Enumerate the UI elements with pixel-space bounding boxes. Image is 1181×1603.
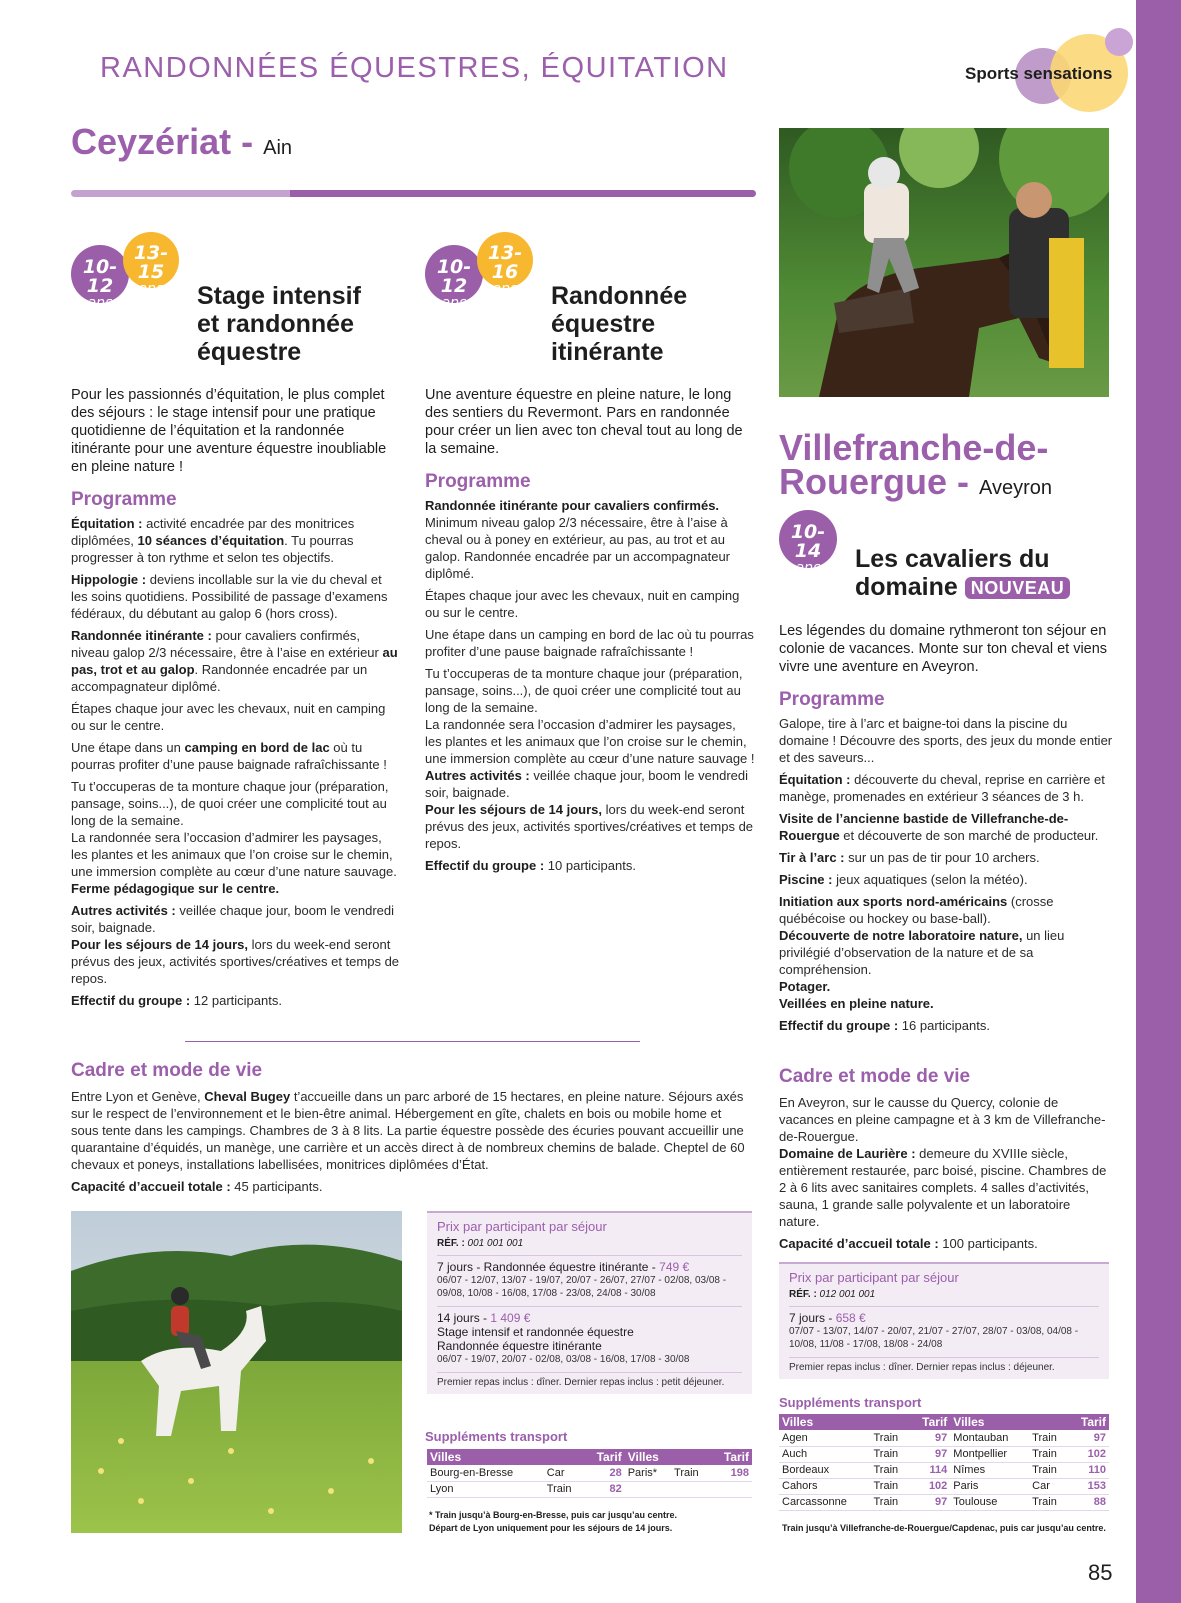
col-villes: Villes — [779, 1414, 910, 1430]
brand-circle-small — [1105, 28, 1133, 56]
price-dates: 07/07 - 13/07, 14/07 - 20/07, 21/07 - 27/07, 28/07 - 03/08, 04/08 - 10/08, 11/08 - 17/08, 18/08 - 24/08 — [789, 1326, 1079, 1350]
location-dash: - — [241, 121, 254, 162]
page-title: RANDONNÉES ÉQUESTRES, ÉQUITATION — [100, 52, 729, 84]
table-row: Bourg-en-Bresse Car 28 Paris* Train 198 — [427, 1465, 752, 1481]
age-unit: ans — [87, 295, 113, 311]
age-badge-13-15 — [123, 232, 179, 297]
col-tarif: Tarif — [1069, 1414, 1109, 1430]
table-row: Carcassonne Train 97 Toulouse Train 88 — [779, 1494, 1109, 1510]
price-header: Prix par participant par séjour — [437, 1219, 607, 1234]
location-region: Aveyron — [979, 477, 1053, 499]
title-line: Randonnée — [551, 282, 688, 310]
photo-boy-on-horse — [779, 128, 1109, 397]
stay-title-cavaliers — [855, 545, 1070, 601]
footnote-line: * Train jusqu’à Bourg-en-Bresse, puis car jusqu’au centre. — [429, 1510, 678, 1520]
age-unit: ans — [492, 281, 518, 297]
age-unit: ans — [138, 281, 164, 297]
location-title-ceyzeriat — [71, 121, 293, 162]
section-bar — [71, 190, 756, 197]
price-box-ceyzeriat — [427, 1211, 752, 1394]
stay1-intro: Pour les passionnés d’équitation, le plus complet des séjours : le stage intensif pour une pratique quotidienne de l’équitation et la randonnée itinérante pour une aventure équestre inoubliable en pleine nature ! — [71, 387, 387, 475]
transport-table-villefranche — [779, 1414, 1109, 1511]
col-tarif: Tarif — [584, 1449, 625, 1465]
villefranche-programme: Galope, tire à l’arc et baigne-toi dans la piscine du domaine ! Découvre des sports, des jeux du monde entier et des saveurs... Équitation : découverte du cheval, reprise en carrière et manège, promenades en extérieur 3 séances de 3 h. Visite de l’ancienne bastide de Villefranche-de-Rouergue et découverte de son marché de producteur. Tir à l’arc : sur un pas de tir pour 10 archers. Piscine : jeux aquatiques (selon la météo). Initiation aux sports nord-américains (crosse québécoise ou hockey ou base-ball). Découverte de notre laboratoire nature, un lieu privilégié d’observation de la nature et de sa compréhension. Potager. Veillées en pleine nature. Effectif du groupe : 16 participants. — [779, 716, 1113, 1033]
table-row: Lyon Train 82 — [427, 1481, 752, 1497]
photo-illustration — [779, 128, 1109, 397]
transport-title-ceyzeriat: Suppléments transport — [425, 1429, 568, 1444]
age-range: 10-14 — [790, 521, 826, 562]
brand-label: Sports sensations — [965, 64, 1113, 83]
stay2-programme-heading: Programme — [425, 471, 531, 492]
age-badge-10-12 — [425, 245, 483, 311]
villefranche-cadre-heading: Cadre et mode de vie — [779, 1066, 971, 1087]
title-line: équestre — [551, 310, 656, 338]
stay-title-stage-intensif — [197, 282, 361, 366]
page-number: 85 — [1088, 1560, 1113, 1585]
footnote-line: Départ de Lyon uniquement pour les séjours de 14 jours. — [429, 1523, 673, 1533]
ceyzeriat-cadre: Entre Lyon et Genève, Cheval Bugey t’accueille dans un parc arboré de 15 hectares, en pleine nature. Séjours axés sur le respect de l’environnement et le bien-être animal. Hébergement en gîte, chalets en bois ou mobile home et sous tente dans les campings. Chambres de 3 à 8 lits. La partie équestre possède des écuries pouvant accueillir une quarantaine d’équidés, un manège, une carrière et un accès direct à de nombreux chemins de balade. Cheptel de 60 chevaux et poneys, installations labellisées, monitrices diplômées d’État. Capacité d’accueil totale : 45 participants. — [71, 1089, 745, 1194]
col-tarif: Tarif — [910, 1414, 950, 1430]
table-row: Auch Train 97 Montpellier Train 102 — [779, 1446, 1109, 1462]
age-range: 13-15 — [133, 242, 169, 283]
photo-illustration — [71, 1211, 402, 1533]
ceyzeriat-cadre-heading: Cadre et mode de vie — [71, 1060, 263, 1081]
col-villes: Villes — [950, 1414, 1068, 1430]
photo-girl-on-white-horse — [71, 1211, 402, 1533]
price-item: 7 jours - 658 € 07/07 - 13/07, 14/07 - 20/07, 21/07 - 27/07, 28/07 - 03/08, 04/08 - 10/08, 11/08 - 17/08, 18/08 - 24/08 — [789, 1306, 1099, 1351]
age-range: 13-16 — [487, 242, 523, 283]
price-item: 7 jours - Randonnée équestre itinérante - 749 € 06/07 - 12/07, 13/07 - 19/07, 20/07 - 26/07, 27/07 - 02/08, 03/08 - 09/08, 10/08 - 16/08, 17/08 - 23/08, 24/08 - 30/08 — [437, 1255, 742, 1300]
age-unit: ans — [795, 560, 821, 576]
price-dates: 06/07 - 12/07, 13/07 - 19/07, 20/07 - 26/07, 27/07 - 02/08, 03/08 - 09/08, 10/08 - 16/08, 17/08 - 23/08, 24/08 - 30/08 — [437, 1275, 727, 1299]
location-name-line2: Rouergue — [779, 461, 948, 502]
stay1-programme-heading: Programme — [71, 489, 177, 510]
stay2-programme: Randonnée itinérante pour cavaliers confirmés. Minimum niveau galop 2/3 nécessaire, être à l’aise à cheval ou à poney en extérieur, au pas, au trot et au galop. Randonnée encadrée par un accompagnateur diplômé. Étapes chaque jour avec les chevaux, nuit en camping ou sur le centre. Une étape dans un camping en bord de lac où tu pourras profiter d’une pause baignade rafraîchissante ! Tu t’occuperas de ta monture chaque jour (préparation, pansage, soins...), de quoi créer une complicité tout au long de la semaine. La randonnée sera l’occasion d’admirer les paysages, les plantes et les animaux que l’on croise sur le chemin, une immersion complète au cœur d’une nature sauvage ! Autres activités : veillée chaque jour, boom le vendredi soir, baignade. Pour les séjours de 14 jours, lors du week-end seront prévus des jeux, activités sportives/créatives et temps de repos. Effectif du groupe : 10 participants. — [425, 498, 755, 873]
location-name-line1: Villefranche-de- — [779, 427, 1049, 468]
divider — [185, 1041, 640, 1042]
table-row: Agen Train 97 Montauban Train 97 — [779, 1430, 1109, 1446]
location-region: Ain — [263, 137, 293, 159]
title-line: itinérante — [551, 338, 664, 366]
transport-foot-ceyzeriat — [429, 1509, 677, 1535]
age-badge-10-14 — [779, 510, 837, 576]
location-name: Ceyzériat — [71, 121, 232, 162]
age-badge-10-12 — [71, 245, 129, 311]
price-item: 14 jours - 1 409 € Stage intensif et randonnée équestre Randonnée équestre itinérante 06/07 - 19/07, 20/07 - 02/08, 03/08 - 16/08, 17/08 - 30/08 — [437, 1306, 742, 1366]
price-box-villefranche — [779, 1262, 1109, 1379]
table-row: Bordeaux Train 114 Nîmes Train 110 — [779, 1462, 1109, 1478]
title-line: Stage intensif — [197, 282, 361, 310]
stay2-intro: Une aventure équestre en pleine nature, le long des sentiers du Revermont. Pars en randonnée pour créer un lien avec ton cheval tout au long de la semaine. — [425, 387, 743, 457]
transport-table-ceyzeriat — [427, 1449, 752, 1498]
stay1-programme: Équitation : activité encadrée par des monitrices diplômées, 10 séances d’équitation. Tu pourras progresser à ton rythme et selon tes objectifs. Hippologie : deviens incollable sur la vie du cheval et les soins quotidiens. Possibilité de passage d’examens fédéraux, du débutant au galop 6 (hors cross). Randonnée itinérante : pour cavaliers confirmés, niveau galop 2/3 nécessaire, être à l’aise en extérieur au pas, trot et au galop. Randonnée encadrée par un accompagnateur diplômé. Étapes chaque jour avec les chevaux, nuit en camping ou sur le centre. Une étape dans un camping en bord de lac où tu pourras profiter d’une pause baignade rafraîchissante ! Tu t’occuperas de ta monture chaque jour (préparation, pansage, soins...), de quoi créer une complicité tout au long de la semaine. La randonnée sera l’occasion d’admirer les paysages, les plantes et les animaux que l’on croise sur le chemin, une immersion complète au cœur d’une nature sauvage. Ferme pédagogique sur le centre. Autres activités : veillée chaque jour, boom le vendredi soir, baignade. Pour les séjours de 14 jours, lors du week-end seront prévus des jeux, activités sportives/créatives et temps de repos. Effectif du groupe : 12 participants. — [71, 516, 400, 1008]
transport-foot-villefranche: Train jusqu’à Villefranche-de-Rouergue/Capdenac, puis car jusqu’au centre. — [782, 1523, 1106, 1533]
title-line: et randonnée — [197, 310, 354, 338]
stay-title-randonnee — [551, 282, 687, 366]
title-line: équestre — [197, 338, 302, 366]
price-note: Premier repas inclus : dîner. Dernier repas inclus : déjeuner. — [789, 1357, 1099, 1373]
title-line: Les cavaliers du — [855, 545, 1050, 573]
villefranche-programme-heading: Programme — [779, 689, 885, 710]
price-note: Premier repas inclus : dîner. Dernier repas inclus : petit déjeuner. — [437, 1372, 742, 1388]
age-range: 10-12 — [436, 256, 472, 297]
table-row: Cahors Train 102 Paris Car 153 — [779, 1478, 1109, 1494]
price-item-line: Randonnée équestre itinérante — [437, 1339, 602, 1353]
brand-badge — [925, 28, 1135, 114]
price-header: Prix par participant par séjour — [789, 1270, 959, 1285]
page-edge-band — [1136, 0, 1181, 1603]
age-badge-13-16 — [477, 232, 533, 297]
price-dates: 06/07 - 19/07, 20/07 - 02/08, 03/08 - 16/08, 17/08 - 30/08 — [437, 1354, 690, 1365]
age-unit: ans — [441, 295, 467, 311]
location-title-villefranche — [779, 427, 1053, 502]
col-villes: Villes — [427, 1449, 584, 1465]
villefranche-cadre: En Aveyron, sur le causse du Quercy, colonie de vacances en pleine campagne et à 3 km de Villefranche-de-Rouergue. Domaine de Laurière : demeure du XVIIIe siècle, entièrement restaurée, parc boisé, piscine. Chambres de 2 à 6 lits avec sanitaires complets. 4 salles d’activités, sauna, 1 grande salle polyvalente et un laboratoire nature. Capacité d’accueil totale : 100 participants. — [779, 1095, 1107, 1251]
title-line: domaine — [855, 573, 958, 601]
price-ref: RÉF. : 012 001 001 — [789, 1289, 876, 1300]
col-tarif: Tarif — [711, 1449, 752, 1465]
new-badge: NOUVEAU — [965, 577, 1071, 599]
price-item-line: Stage intensif et randonnée équestre — [437, 1325, 634, 1339]
price-ref: RÉF. : 001 001 001 — [437, 1238, 524, 1249]
col-villes: Villes — [625, 1449, 711, 1465]
age-range: 10-12 — [82, 256, 118, 297]
location-dash: - — [957, 461, 970, 502]
villefranche-intro: Les légendes du domaine rythmeront ton séjour en colonie de vacances. Monte sur ton cheval et viens vivre une aventure en Aveyron. — [779, 623, 1108, 675]
transport-title-villefranche: Suppléments transport — [779, 1395, 922, 1410]
